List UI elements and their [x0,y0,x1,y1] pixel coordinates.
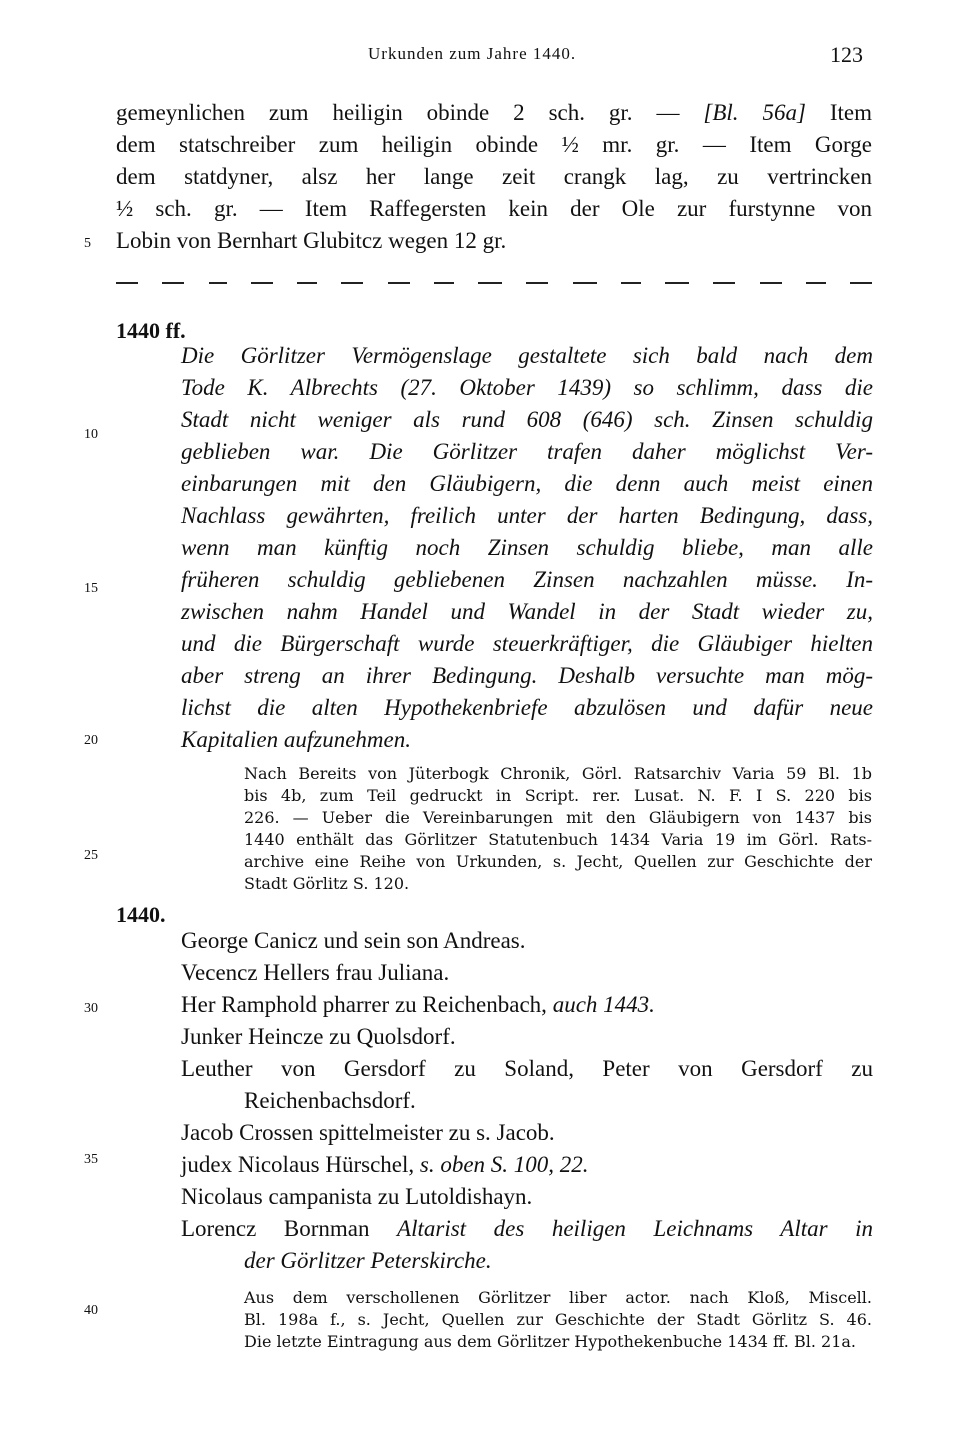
source-note-line: 1440 enthält das Görlitzer Statutenbuch 1434 Varia 19 im Görl. Rats- [244,830,872,849]
section-heading: 1440. [116,902,166,927]
line-number: 30 [84,1001,98,1016]
text-line: Stadt nicht weniger als rund 608 (646) sch. Zinsen schuldig [181,407,873,432]
text-line: Nachlass gewährten, freilich unter der harten Bedingung, dass, [181,503,873,528]
text-line: dem statdyner, alsz her lange zeit crangk lag, zu vertrincken [116,164,872,189]
text-line: aber streng an ihrer Bedingung. Deshalb versuchte man mög- [181,663,873,688]
line-number: 15 [84,581,98,596]
source-note-line: archive eine Reihe von Urkunden, s. Jecht, Quellen zur Geschichte der [244,852,872,871]
text-line: lichst die alten Hypothekenbriefe abzulösen und dafür neue [181,695,873,720]
text-line: geblieben war. Die Görlitzer trafen daher möglichst Ver- [181,439,873,464]
name-entry: George Canicz und sein son Andreas. [181,928,526,953]
name-entry: Jacob Crossen spittelmeister zu s. Jacob. [181,1120,555,1145]
dashed-separator [116,280,872,286]
text-line: Lobin von Bernhart Glubitcz wegen 12 gr. [116,228,507,253]
source-note-line: bis 4b, zum Teil gedruckt in Script. rer. Lusat. N. F. I S. 220 bis [244,786,872,805]
source-note-line: Die letzte Eintragung aus dem Görlitzer Hypothekenbuche 1434 ff. Bl. 21a. [244,1332,857,1351]
text-line: gemeynlichen zum heiligin obinde 2 sch. gr. — [Bl. 56a] Item [116,100,872,125]
source-note-line: Nach Bereits von Jüterbogk Chronik, Görl. Ratsarchiv Varia 59 Bl. 1b [244,764,872,783]
text-line: einbarungen mit den Gläubigern, die denn auch meist einen [181,471,873,496]
source-note-line: 226. — Ueber die Vereinbarungen mit den Gläubigern von 1437 bis [244,808,872,827]
text-line: zwischen nahm Handel und Wandel in der Stadt wieder zu, [181,599,873,624]
name-entry: Lorencz Bornman Altarist des heiligen Leichnams Altar in [181,1216,873,1241]
source-note-line: Aus dem verschollenen Görlitzer liber actor. nach Kloß, Miscell. [244,1288,872,1307]
text-line: ½ sch. gr. — Item Raffegersten kein der Ole zur furstynne von [116,196,872,221]
section-heading: 1440 ff. [116,318,186,343]
name-entry: Vecencz Hellers frau Juliana. [181,960,450,985]
name-entry-continuation: Reichenbachsdorf. [244,1088,416,1113]
line-number: 25 [84,848,98,863]
name-entry: Her Ramphold pharrer zu Reichenbach, auch 1443. [181,992,655,1017]
line-number: 35 [84,1152,98,1167]
line-number: 5 [84,236,91,251]
running-head [0,40,960,70]
line-number: 40 [84,1303,98,1318]
source-note-line: Bl. 198a f., s. Jecht, Quellen zur Geschichte der Stadt Görlitz S. 46. [244,1310,872,1329]
text-line: Kapitalien aufzunehmen. [181,727,411,752]
text-line: früheren schuldig gebliebenen Zinsen nachzahlen müsse. In- [181,567,873,592]
page-number: 123 [830,42,863,67]
source-note-line: Stadt Görlitz S. 120. [244,874,410,893]
name-entry: Junker Heincze zu Quolsdorf. [181,1024,456,1049]
text-line: Die Görlitzer Vermögenslage gestaltete sich bald nach dem [181,343,873,368]
line-number: 10 [84,427,98,442]
text-line: und die Bürgerschaft wurde steuerkräftiger, die Gläubiger hielten [181,631,873,656]
text-line: dem statschreiber zum heiligin obinde ½ mr. gr. — Item Gorge [116,132,872,157]
text-line: Tode K. Albrechts (27. Oktober 1439) so schlimm, dass die [181,375,873,400]
name-entry: Leuther von Gersdorf zu Soland, Peter von Gersdorf zu [181,1056,873,1081]
text-line: wenn man künftig noch Zinsen schuldig bliebe, man alle [181,535,873,560]
name-entry-continuation: der Görlitzer Peterskirche. [244,1248,492,1273]
name-entry: Nicolaus campanista zu Lutoldishayn. [181,1184,533,1209]
line-number: 20 [84,733,98,748]
name-entry: judex Nicolaus Hürschel, s. oben S. 100, 22. [181,1152,589,1177]
running-title: Urkunden zum Jahre 1440. [368,44,577,63]
